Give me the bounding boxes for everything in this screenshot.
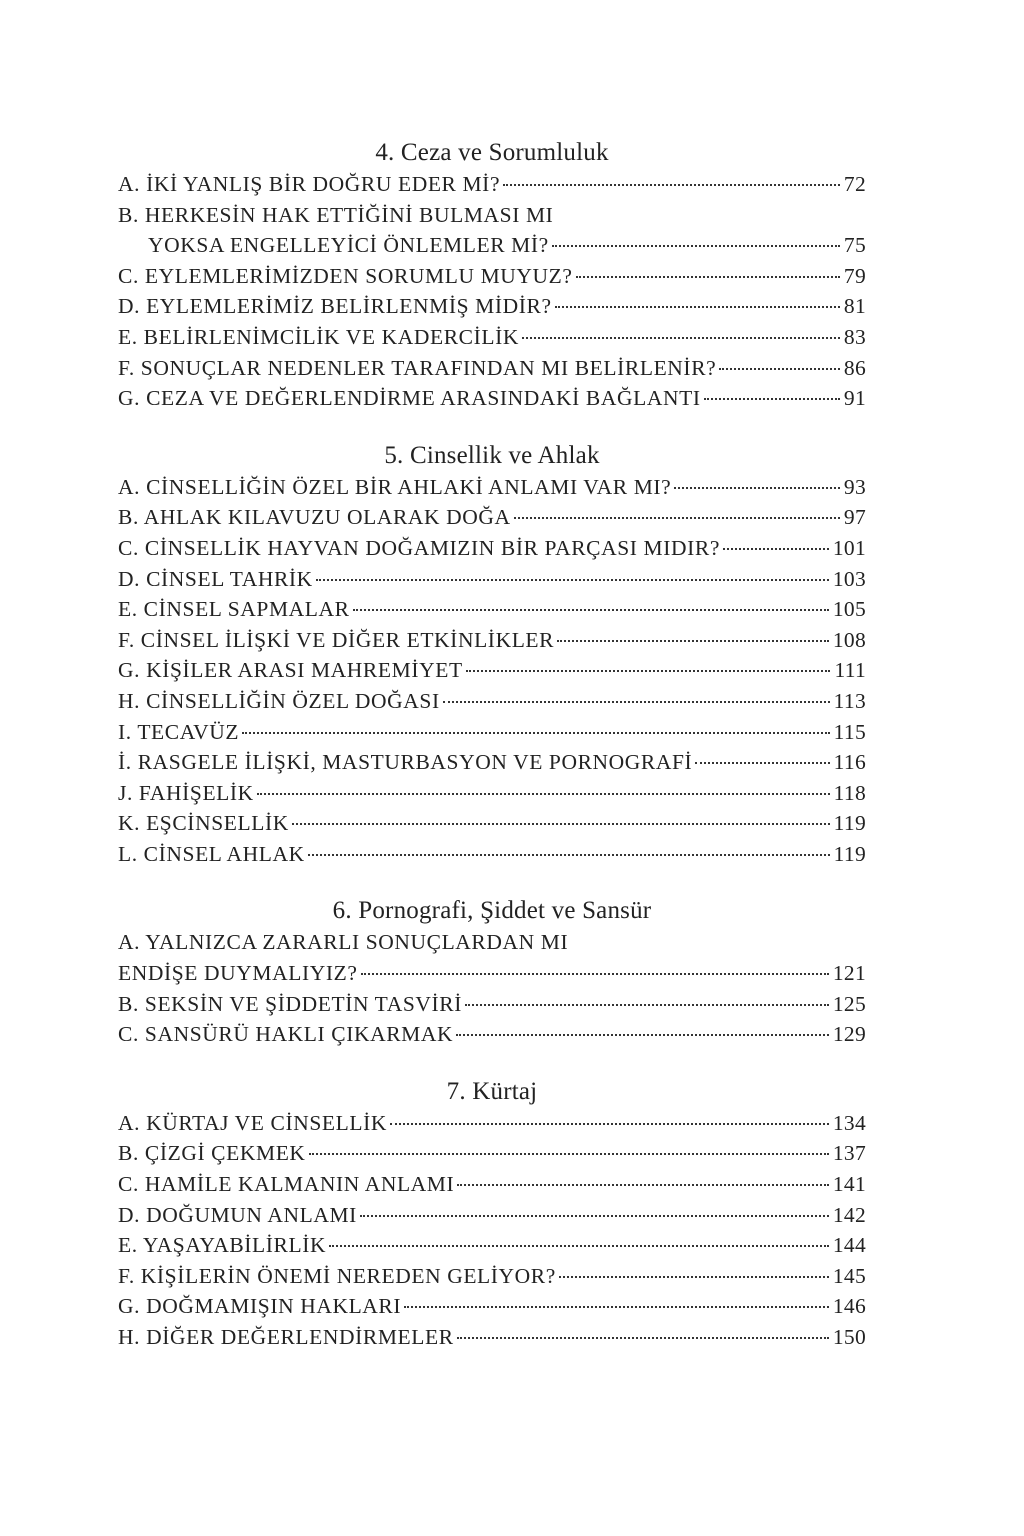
toc-entry[interactable]: [118, 1019, 866, 1050]
entry-page-number: 108: [832, 627, 866, 652]
dot-leader: [242, 732, 830, 734]
entry-label: ENDİŞE DUYMALIYIZ?: [118, 961, 358, 986]
entry-page-number: 72: [843, 172, 866, 196]
dot-leader: [704, 398, 840, 400]
section-title: 4. Ceza ve Sorumluluk: [375, 139, 609, 166]
entry-page-number: 129: [832, 1022, 866, 1047]
entry-label: L. CİNSEL AHLAK: [118, 841, 305, 866]
entry-page-number: 101: [832, 535, 866, 560]
dot-leader: [674, 487, 840, 489]
toc-entry[interactable]: [118, 261, 866, 292]
toc-entry[interactable]: [118, 1291, 866, 1322]
toc-entry[interactable]: [118, 747, 866, 778]
dot-leader: [723, 548, 829, 550]
dot-leader: [557, 640, 829, 642]
section-title: 5. Cinsellik ve Ahlak: [384, 441, 600, 469]
toc-entry[interactable]: [118, 383, 866, 414]
toc-entry[interactable]: [118, 655, 866, 686]
entry-label: K. EŞCİNSELLİK: [118, 811, 289, 836]
entry-page-number: 134: [832, 1110, 866, 1135]
toc-entry[interactable]: [118, 989, 866, 1020]
entry-page-number: 91: [843, 386, 866, 411]
entry-page-number: 115: [833, 719, 866, 744]
dot-leader: [465, 1004, 829, 1006]
dot-leader: [292, 823, 830, 825]
dot-leader: [361, 973, 829, 975]
toc-entry[interactable]: [118, 291, 866, 322]
dot-leader: [555, 306, 840, 308]
entry-page-number: 142: [832, 1202, 866, 1227]
entry-label: E. YAŞAYABİLİRLİK: [118, 1233, 327, 1258]
entry-label: H. CİNSELLİĞİN ÖZEL DOĞASI: [118, 688, 440, 713]
toc-entry[interactable]: [118, 200, 866, 231]
toc-entry[interactable]: [118, 927, 866, 958]
dot-leader: [559, 1276, 829, 1278]
toc-entry[interactable]: [118, 686, 866, 717]
toc-entry[interactable]: [118, 564, 866, 595]
entry-label: D. DOĞUMUN ANLAMI: [118, 1202, 357, 1227]
dot-leader: [514, 517, 840, 519]
entry-page-number: 150: [832, 1325, 866, 1349]
entry-label: C. CİNSELLİK HAYVAN DOĞAMIZIN BİR PARÇASI MIDIR?: [118, 535, 720, 560]
toc-entry[interactable]: [118, 322, 866, 353]
entry-label: D. EYLEMLERİMİZ BELİRLENMİŞ MİDİR?: [118, 294, 552, 319]
entry-label: G. CEZA VE DEĞERLENDİRME ARASINDAKİ BAĞLANTI: [118, 386, 701, 411]
dot-leader: [457, 1337, 829, 1339]
entry-page-number: 111: [834, 658, 866, 683]
toc-entry[interactable]: [118, 502, 866, 533]
entry-page-number: 144: [832, 1233, 866, 1258]
toc-entry[interactable]: [118, 1322, 866, 1353]
entry-page-number: 137: [832, 1141, 866, 1166]
dot-leader: [443, 701, 830, 703]
entry-page-number: 125: [832, 991, 866, 1016]
entry-label: E. CİNSEL SAPMALAR: [118, 597, 350, 622]
entry-label: B. AHLAK KILAVUZU OLARAK DOĞA: [118, 505, 511, 530]
entry-label: B. ÇİZGİ ÇEKMEK: [118, 1141, 306, 1166]
toc-entry-continuation[interactable]: [118, 958, 866, 989]
entry-label: F. KİŞİLERİN ÖNEMİ NEREDEN GELİYOR?: [118, 1263, 556, 1288]
entry-page-number: 79: [843, 263, 866, 288]
dot-leader: [316, 579, 829, 581]
entry-page-number: 75: [843, 233, 866, 258]
entry-label: E. BELİRLENİMCİLİK VE KADERCİLİK: [118, 324, 519, 349]
entry-label: F. CİNSEL İLİŞKİ VE DİĞER ETKİNLİKLER: [118, 627, 555, 652]
entry-page-number: 97: [843, 505, 866, 530]
dot-leader: [404, 1306, 829, 1308]
toc-section-7: [118, 1075, 866, 1353]
toc-entry-continuation[interactable]: [118, 230, 866, 261]
entry-page-number: 86: [843, 355, 866, 380]
dot-leader: [257, 793, 830, 795]
dot-leader: [457, 1184, 829, 1186]
entry-label: A. İKİ YANLIŞ BİR DOĞRU EDER Mİ?: [118, 172, 501, 196]
entry-label: F. SONUÇLAR NEDENLER TARAFINDAN MI BELİRLENİR?: [118, 355, 717, 380]
entry-page-number: 119: [833, 841, 866, 866]
dot-leader: [522, 337, 840, 339]
dot-leader: [576, 276, 840, 278]
entry-page-number: 146: [832, 1294, 866, 1319]
entry-label: G. KİŞİLER ARASI MAHREMİYET: [118, 658, 463, 683]
toc-entry[interactable]: [118, 839, 866, 870]
entry-label: YOKSA ENGELLEYİCİ ÖNLEMLER Mİ?: [148, 233, 549, 258]
toc-entry[interactable]: [118, 472, 866, 503]
entry-label: C. HAMİLE KALMANIN ANLAMI: [118, 1172, 455, 1197]
dot-leader: [353, 609, 829, 611]
entry-label: B. SEKSİN VE ŞİDDETİN TASVİRİ: [118, 991, 462, 1016]
entry-page-number: 116: [833, 750, 866, 775]
entry-page-number: 121: [832, 961, 866, 986]
toc-entry[interactable]: [118, 778, 866, 809]
entry-page-number: 105: [832, 597, 866, 622]
entry-label: A. CİNSELLİĞİN ÖZEL BİR AHLAKİ ANLAMI VAR MI?: [118, 474, 672, 499]
toc-entry[interactable]: [118, 717, 866, 748]
toc-section-5: [118, 439, 866, 870]
toc-entry[interactable]: [118, 533, 866, 564]
toc-entry[interactable]: [118, 1230, 866, 1261]
dot-leader: [329, 1245, 829, 1247]
entry-label: J. FAHİŞELİK: [118, 780, 254, 805]
entry-page-number: 103: [832, 566, 866, 591]
entry-page-number: 118: [833, 780, 866, 805]
section-title: 6. Pornografi, Şiddet ve Sansür: [332, 897, 652, 925]
toc-entry[interactable]: [118, 169, 866, 200]
entry-page-number: 141: [832, 1172, 866, 1197]
toc-entry[interactable]: [118, 625, 866, 656]
toc-entry[interactable]: [118, 1108, 866, 1139]
dot-leader: [503, 184, 840, 186]
dot-leader: [308, 854, 830, 856]
entry-label: D. CİNSEL TAHRİK: [118, 566, 313, 591]
entry-label: A. KÜRTAJ VE CİNSELLİK: [118, 1110, 387, 1135]
toc-section-4: [118, 136, 866, 414]
dot-leader: [360, 1215, 829, 1217]
toc-entry[interactable]: [118, 1261, 866, 1292]
toc-entry[interactable]: [118, 808, 866, 839]
entry-page-number: 145: [832, 1263, 866, 1288]
dot-leader: [466, 670, 831, 672]
entry-label: I. TECAVÜZ: [118, 719, 240, 744]
dot-leader: [390, 1123, 829, 1125]
entry-label: İ. RASGELE İLİŞKİ, MASTURBASYON VE PORNOGRAFİ: [118, 750, 693, 775]
toc-entry[interactable]: [118, 594, 866, 625]
toc-entry[interactable]: [118, 1169, 866, 1200]
entry-label: C. EYLEMLERİMİZDEN SORUMLU MUYUZ?: [118, 263, 573, 288]
dot-leader: [552, 245, 840, 247]
dot-leader: [456, 1034, 829, 1036]
entry-page-number: 93: [843, 474, 866, 499]
toc-section-6: [118, 894, 866, 1049]
dot-leader: [695, 762, 829, 764]
entry-page-number: 119: [833, 811, 866, 836]
entry-label: B. HERKESİN HAK ETTİĞİNİ BULMASI MI: [118, 202, 554, 227]
toc-entry[interactable]: [118, 1200, 866, 1231]
entry-page-number: 83: [843, 324, 866, 349]
entry-label: A. YALNIZCA ZARARLI SONUÇLARDAN MI: [118, 930, 569, 955]
toc-entry[interactable]: [118, 353, 866, 384]
entry-page-number: 113: [833, 688, 866, 713]
dot-leader: [719, 368, 840, 370]
entry-page-number: 81: [843, 294, 866, 319]
dot-leader: [309, 1153, 829, 1155]
entry-label: G. DOĞMAMIŞIN HAKLARI: [118, 1294, 402, 1319]
entry-label: C. SANSÜRÜ HAKLI ÇIKARMAK: [118, 1022, 454, 1047]
toc-entry[interactable]: [118, 1138, 866, 1169]
section-title: 7. Kürtaj: [446, 1077, 538, 1105]
entry-label: H. DİĞER DEĞERLENDİRMELER: [118, 1325, 454, 1349]
